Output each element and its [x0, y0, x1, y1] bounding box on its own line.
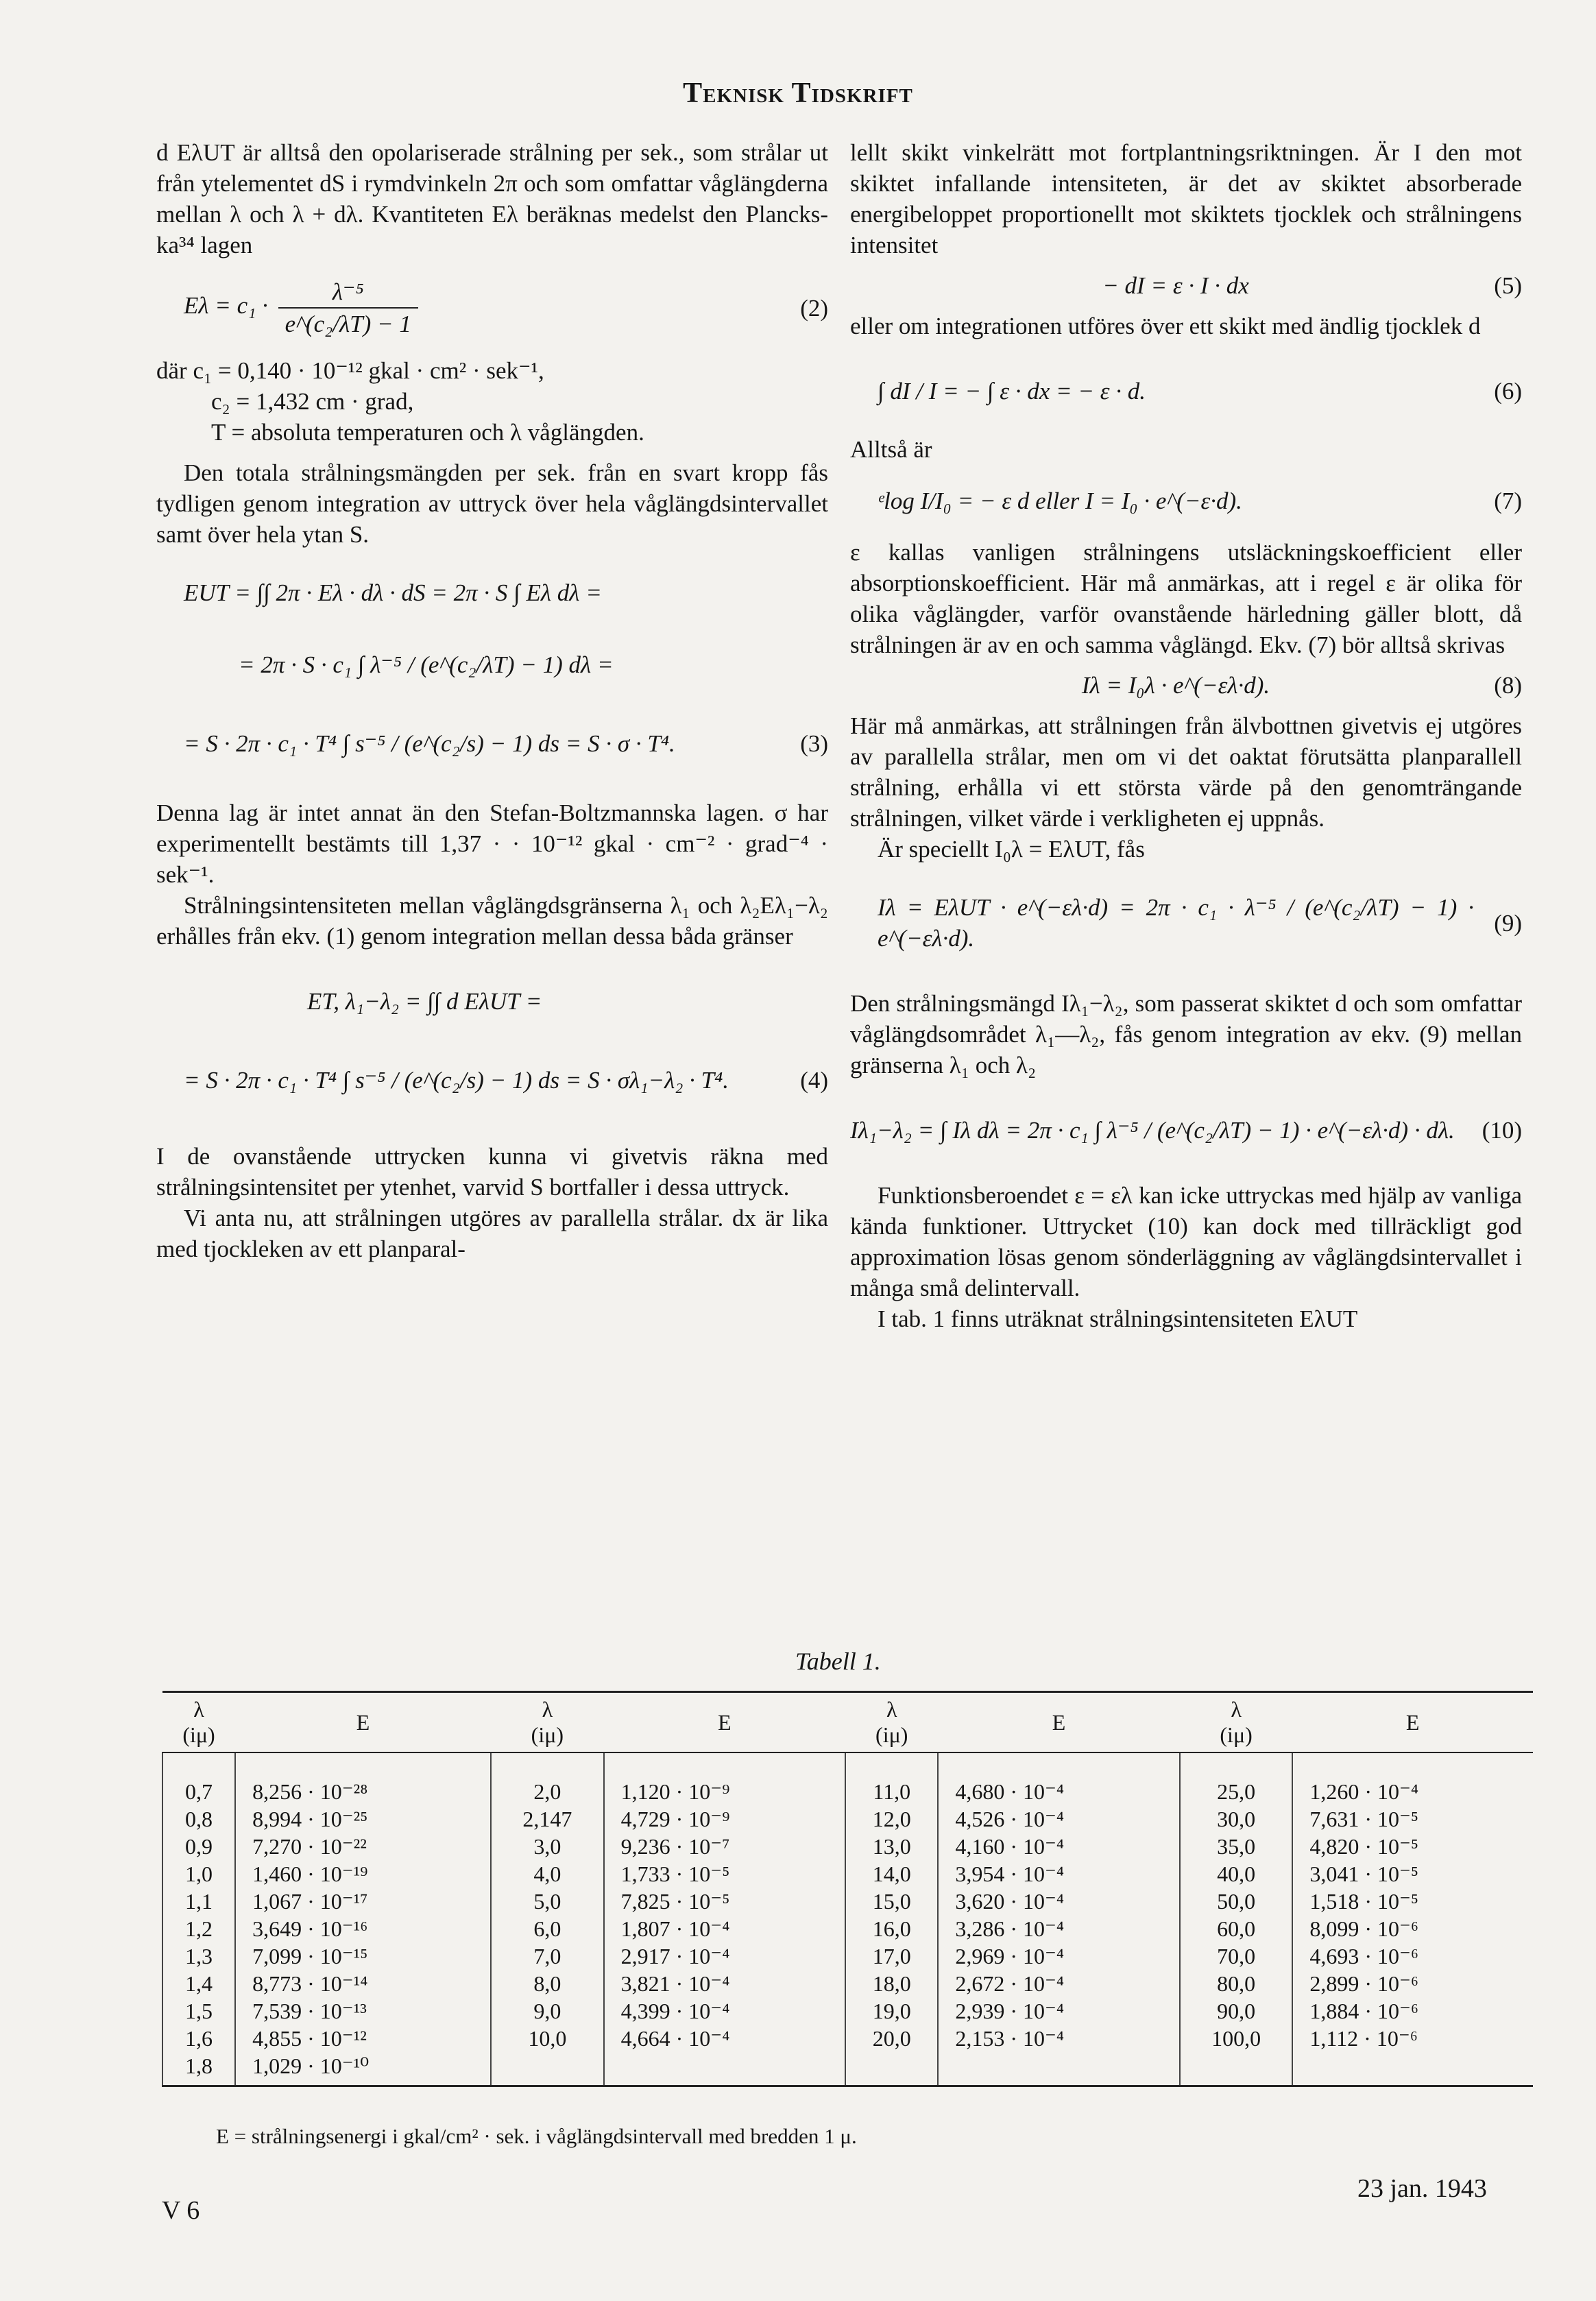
- definition-line: c₂ = 1,432 cm · grad,: [211, 388, 414, 415]
- equation-number: (9): [1494, 909, 1522, 937]
- lambda-cell: 20,0: [845, 2025, 938, 2052]
- energy-cell: 1,460 · 10⁻¹⁹: [252, 1862, 368, 1886]
- lambda-cell: 60,0: [1180, 1915, 1293, 1942]
- lambda-cell: 5,0: [491, 1888, 604, 1915]
- lambda-cell: [1180, 2052, 1293, 2086]
- lambda-cell: 1,6: [162, 2025, 235, 2052]
- energy-cell: 4,399 · 10⁻⁴: [620, 1999, 730, 2023]
- equation-text: Iλ = EλUT · e^(−ελ·d) = 2π · c₁ · λ⁻⁵ / (e^(c₂/λT) − 1) · e^(−ελ·d).: [878, 894, 1474, 952]
- lambda-cell: 50,0: [1180, 1888, 1293, 1915]
- table-row: [162, 1997, 1533, 2025]
- paragraph: Alltså är: [850, 436, 932, 463]
- equation-text: = 2π · S · c₁ ∫ λ⁻⁵ / (e^(c₂/λT) − 1) dλ =: [239, 651, 614, 678]
- energy-cell: 2,672 · 10⁻⁴: [955, 1971, 1065, 1996]
- column-header-e: E: [1292, 1692, 1533, 1753]
- equation-7: [850, 485, 1522, 516]
- lambda-cell: 0,8: [162, 1805, 235, 1833]
- lambda-cell: 12,0: [845, 1805, 938, 1833]
- lambda-cell: 30,0: [1180, 1805, 1293, 1833]
- energy-cell: 1,029 · 10⁻¹⁰: [235, 2052, 491, 2086]
- lambda-cell: 40,0: [1180, 1860, 1293, 1888]
- lambda-cell: 8,0: [491, 1970, 604, 1997]
- journal-header: Teknisk Tidskrift: [683, 77, 913, 109]
- lambda-cell: 6,0: [491, 1915, 604, 1942]
- definition-line: där c₁ = 0,140 · 10⁻¹² gkal · cm² · sek⁻¹,: [156, 357, 544, 384]
- energy-cell: 4,680 · 10⁻⁴: [955, 1779, 1065, 1804]
- paragraph: I de ovanstående uttrycken kunna vi givetvis räkna med strålningsintensitet per ytenhet, varvid S bortfaller i dessa uttryck.: [156, 1143, 828, 1201]
- column-header-e: E: [235, 1692, 491, 1753]
- energy-cell: [1292, 2052, 1533, 2086]
- lambda-cell: 14,0: [845, 1860, 938, 1888]
- paragraph: Är speciellt I₀λ = EλUT, fås: [878, 836, 1145, 863]
- lambda-cell: 19,0: [845, 1997, 938, 2025]
- energy-cell: 8,099 · 10⁻⁶: [1309, 1916, 1419, 1941]
- energy-cell: 2,917 · 10⁻⁴: [620, 1944, 730, 1968]
- column-header-lambda: λ (iμ): [491, 1692, 604, 1753]
- energy-cell: 4,664 · 10⁻⁴: [620, 2026, 730, 2051]
- lambda-cell: 0,7: [162, 1752, 235, 1805]
- energy-cell: 1,120 · 10⁻⁹: [620, 1779, 730, 1804]
- paragraph: lellt skikt vinkelrätt mot fortplantningsriktningen. Är I den mot skiktet infallande intensiteten, är det av skiktet absorberade energibeloppet proportionellt mot skiktets tjocklek och strålningens intensitet: [850, 139, 1522, 258]
- lambda-cell: 4,0: [491, 1860, 604, 1888]
- energy-cell: 2,939 · 10⁻⁴: [955, 1999, 1065, 2023]
- table-body: [162, 1752, 1533, 2086]
- lambda-cell: 17,0: [845, 1942, 938, 1970]
- column-header-lambda: λ (iμ): [162, 1692, 235, 1753]
- equation-10: [850, 1115, 1522, 1146]
- energy-cell: 2,899 · 10⁻⁶: [1309, 1971, 1419, 1996]
- equation-number: (8): [1494, 672, 1522, 699]
- equation-3a: [156, 577, 828, 608]
- lambda-cell: 2,0: [491, 1752, 604, 1805]
- lambda-cell: 0,9: [162, 1833, 235, 1860]
- equation-8: [850, 670, 1522, 701]
- table-row: [162, 1970, 1533, 1997]
- equation-5: [850, 270, 1522, 301]
- equation-text: = S · 2π · c₁ · T⁴ ∫ s⁻⁵ / (e^(c₂/s) − 1) ds = S · σλ₁−λ₂ · T⁴.: [184, 1067, 729, 1094]
- lambda-cell: 90,0: [1180, 1997, 1293, 2025]
- lambda-cell: 9,0: [491, 1997, 604, 2025]
- equation-text: − dI = ε · I · dx: [1102, 272, 1249, 299]
- table-row: [162, 1860, 1533, 1888]
- lambda-cell: 7,0: [491, 1942, 604, 1970]
- equation-text: EUT = ∫∫ 2π · Eλ · dλ · dS = 2π · S ∫ Eλ dλ =: [184, 579, 602, 606]
- energy-cell: 4,820 · 10⁻⁵: [1309, 1834, 1419, 1859]
- lambda-cell: 16,0: [845, 1915, 938, 1942]
- paragraph: Strålningsintensiteten mellan våglängdsgränserna λ₁ och λ₂Eλ₁−λ₂ erhålles från ekv. (1) genom integration mellan dessa båda gränser: [156, 892, 828, 950]
- lambda-cell: [845, 2052, 938, 2086]
- energy-cell: 3,286 · 10⁻⁴: [955, 1916, 1065, 1941]
- equation-3c: [156, 728, 828, 759]
- energy-cell: 2,969 · 10⁻⁴: [955, 1944, 1065, 1968]
- column-header-e: E: [604, 1692, 845, 1753]
- definition-line: T = absoluta temperaturen och λ våglängden.: [211, 419, 644, 446]
- page-number: V 6: [162, 2196, 200, 2225]
- energy-cell: 4,729 · 10⁻⁹: [620, 1807, 730, 1831]
- energy-cell: 1,260 · 10⁻⁴: [1309, 1779, 1419, 1804]
- energy-cell: 4,160 · 10⁻⁴: [955, 1834, 1065, 1859]
- energy-cell: 8,994 · 10⁻²⁵: [252, 1807, 368, 1831]
- energy-cell: 2,153 · 10⁻⁴: [955, 2026, 1065, 2051]
- equation-text: ET, λ₁−λ₂ = ∫∫ d EλUT =: [307, 988, 542, 1015]
- issue-date: 23 jan. 1943: [1357, 2174, 1487, 2203]
- energy-cell: 7,539 · 10⁻¹³: [252, 1999, 367, 2023]
- energy-cell: 4,526 · 10⁻⁴: [955, 1807, 1065, 1831]
- energy-cell: 1,112 · 10⁻⁶: [1309, 2026, 1418, 2051]
- equation-number: (3): [800, 730, 828, 757]
- paragraph: ε kallas vanligen strålningens utsläckningskoefficient eller absorptionskoefficient. Här må anmärkas, att i regel ε är olika för olika våglängder, varför ovanstående härledning gäller blott, då strålningen är av en och samma våglängd. Ekv. (7) bör alltså skrivas: [850, 539, 1522, 658]
- lambda-cell: 1,0: [162, 1860, 235, 1888]
- lambda-cell: 1,5: [162, 1997, 235, 2025]
- equation-4b: [156, 1065, 828, 1096]
- equation-text: ∫ dI / I = − ∫ ε · dx = − ε · d.: [878, 378, 1146, 405]
- energy-cell: [604, 2052, 845, 2086]
- equation-number: (2): [800, 294, 828, 322]
- equation-text: Iλ = I₀λ · e^(−ελ·d).: [1081, 672, 1270, 699]
- lambda-cell: 3,0: [491, 1833, 604, 1860]
- paragraph: Den totala strålningsmängden per sek. från en svart kropp fås tydligen genom integration av uttryck över hela våglängdsintervallet samt över hela ytan S.: [156, 459, 828, 548]
- energy-cell: 7,631 · 10⁻⁵: [1309, 1807, 1419, 1831]
- energy-cell: 3,649 · 10⁻¹⁶: [252, 1916, 368, 1941]
- energy-cell: 4,855 · 10⁻¹²: [252, 2026, 367, 2051]
- lambda-cell: 1,2: [162, 1915, 235, 1942]
- energy-cell: 3,954 · 10⁻⁴: [955, 1862, 1065, 1886]
- lambda-cell: 25,0: [1180, 1752, 1293, 1805]
- paragraph: Här må anmärkas, att strålningen från älvbottnen givetvis ej utgöres av parallella strålar, men om vi det oaktat förutsätta planparallell strålning, erhålla vi ett största värde på den genomträngande strålningen, vilket värde i verkligheten ej uppnås.: [850, 712, 1522, 832]
- lambda-cell: 1,3: [162, 1942, 235, 1970]
- lambda-cell: 1,4: [162, 1970, 235, 1997]
- lambda-cell: 1,8: [162, 2052, 235, 2086]
- equation-text: ᵉlog I/I₀ = − ε d eller I = I₀ · e^(−ε·d).: [878, 487, 1242, 514]
- equation-4a: [156, 986, 828, 1017]
- energy-cell: 3,620 · 10⁻⁴: [955, 1889, 1065, 1914]
- energy-cell: 7,825 · 10⁻⁵: [620, 1889, 730, 1914]
- equation-denominator: e^(c₂/λT) − 1: [278, 307, 418, 339]
- table-row: [162, 1942, 1533, 1970]
- equation-number: (7): [1494, 487, 1522, 514]
- table-row: [162, 1752, 1533, 1805]
- lambda-cell: 10,0: [491, 2025, 604, 2052]
- data-table: [162, 1691, 1533, 2087]
- energy-cell: 1,067 · 10⁻¹⁷: [252, 1889, 368, 1914]
- energy-cell: 4,693 · 10⁻⁶: [1309, 1944, 1419, 1968]
- table-row: [162, 1888, 1533, 1915]
- equation-number: (4): [800, 1067, 828, 1094]
- table-row: [162, 1805, 1533, 1833]
- energy-cell: 7,270 · 10⁻²²: [252, 1834, 367, 1859]
- equation-text: = S · 2π · c₁ · T⁴ ∫ s⁻⁵ / (e^(c₂/s) − 1) ds = S · σ · T⁴.: [184, 730, 675, 757]
- table-row: [162, 2052, 1533, 2086]
- energy-cell: 7,099 · 10⁻¹⁵: [252, 1944, 368, 1968]
- table-title: Tabell 1.: [795, 1648, 881, 1675]
- energy-cell: 3,041 · 10⁻⁵: [1309, 1862, 1419, 1886]
- table-row: [162, 1833, 1533, 1860]
- equation-text: Eλ = c₁ ·: [184, 292, 268, 320]
- equation-9: [850, 892, 1522, 954]
- energy-cell: 1,518 · 10⁻⁵: [1309, 1889, 1419, 1914]
- lambda-cell: 11,0: [845, 1752, 938, 1805]
- lambda-cell: 70,0: [1180, 1942, 1293, 1970]
- equation-3b: [156, 649, 828, 680]
- lambda-cell: 1,1: [162, 1888, 235, 1915]
- paragraph: Denna lag är intet annat än den Stefan-Boltzmannska lagen. σ har experimentellt bestämts till 1,37 · · 10⁻¹² gkal · cm⁻² · grad⁻⁴ · sek⁻¹.: [156, 799, 828, 888]
- equation-text: Iλ₁−λ₂ = ∫ Iλ dλ = 2π · c₁ ∫ λ⁻⁵ / (e^(c₂/λT) − 1) · e^(−ελ·d) · dλ.: [850, 1117, 1455, 1144]
- left-column: [156, 137, 828, 1264]
- column-header-lambda: λ (iμ): [845, 1692, 938, 1753]
- paragraph: Vi anta nu, att strålningen utgöres av parallella strålar. dx är lika med tjockleken av ett planparal-: [156, 1205, 828, 1262]
- right-column: [850, 137, 1522, 1334]
- column-header-e: E: [938, 1692, 1179, 1753]
- paragraph: d EλUT är alltså den opolariserade strålning per sek., som strålar ut från ytelementet dS i rymdvinkeln 2π och som omfattar våglängderna mellan λ och λ + dλ. Kvantiteten Eλ beräknas medelst den Planckska³⁴ lagen: [156, 139, 828, 258]
- lambda-cell: 15,0: [845, 1888, 938, 1915]
- equation-2: [156, 270, 828, 346]
- equation-number: (6): [1494, 378, 1522, 405]
- column-header-lambda: λ (iμ): [1180, 1692, 1293, 1753]
- energy-cell: 9,236 · 10⁻⁷: [620, 1834, 730, 1859]
- energy-cell: 1,884 · 10⁻⁶: [1309, 1999, 1419, 2023]
- lambda-cell: 80,0: [1180, 1970, 1293, 1997]
- energy-cell: 8,256 · 10⁻²⁸: [252, 1779, 368, 1804]
- energy-cell: [938, 2052, 1179, 2086]
- table-row: [162, 2025, 1533, 2052]
- paragraph: Den strålningsmängd Iλ₁−λ₂, som passerat skiktet d och som omfattar våglängdsområdet λ₁—λ₂, fås genom integration av ekv. (9) mellan gränserna λ₁ och λ₂: [850, 990, 1522, 1079]
- lambda-cell: [491, 2052, 604, 2086]
- paragraph: Funktionsberoendet ε = ελ kan icke uttryckas med hjälp av vanliga kända funktioner. Uttrycket (10) kan dock med tillräckligt god approximation lösas genom sönderläggning av våglängdsintervallet i många små delintervall.: [850, 1182, 1522, 1301]
- paragraph: eller om integrationen utföres över ett skikt med ändlig tjocklek d: [850, 313, 1481, 339]
- lambda-cell: 35,0: [1180, 1833, 1293, 1860]
- energy-cell: 8,773 · 10⁻¹⁴: [252, 1971, 368, 1996]
- lambda-cell: 18,0: [845, 1970, 938, 1997]
- equation-number: (10): [1482, 1117, 1522, 1144]
- energy-cell: 1,807 · 10⁻⁴: [620, 1916, 730, 1941]
- lambda-cell: 2,147: [491, 1805, 604, 1833]
- table-header-row: [162, 1692, 1533, 1753]
- equation-number: (5): [1494, 272, 1522, 299]
- table-row: [162, 1915, 1533, 1942]
- lambda-cell: 13,0: [845, 1833, 938, 1860]
- table-footnote: E = strålningsenergi i gkal/cm² · sek. i våglängdsintervall med bredden 1 μ.: [216, 2124, 857, 2148]
- equation-numerator: λ⁻⁵: [332, 278, 364, 305]
- energy-cell: 1,733 · 10⁻⁵: [620, 1862, 730, 1886]
- energy-cell: 3,821 · 10⁻⁴: [620, 1971, 730, 1996]
- lambda-cell: 100,0: [1180, 2025, 1293, 2052]
- equation-6: [850, 376, 1522, 407]
- paragraph: I tab. 1 finns uträknat strålningsintensiteten EλUT: [878, 1305, 1358, 1332]
